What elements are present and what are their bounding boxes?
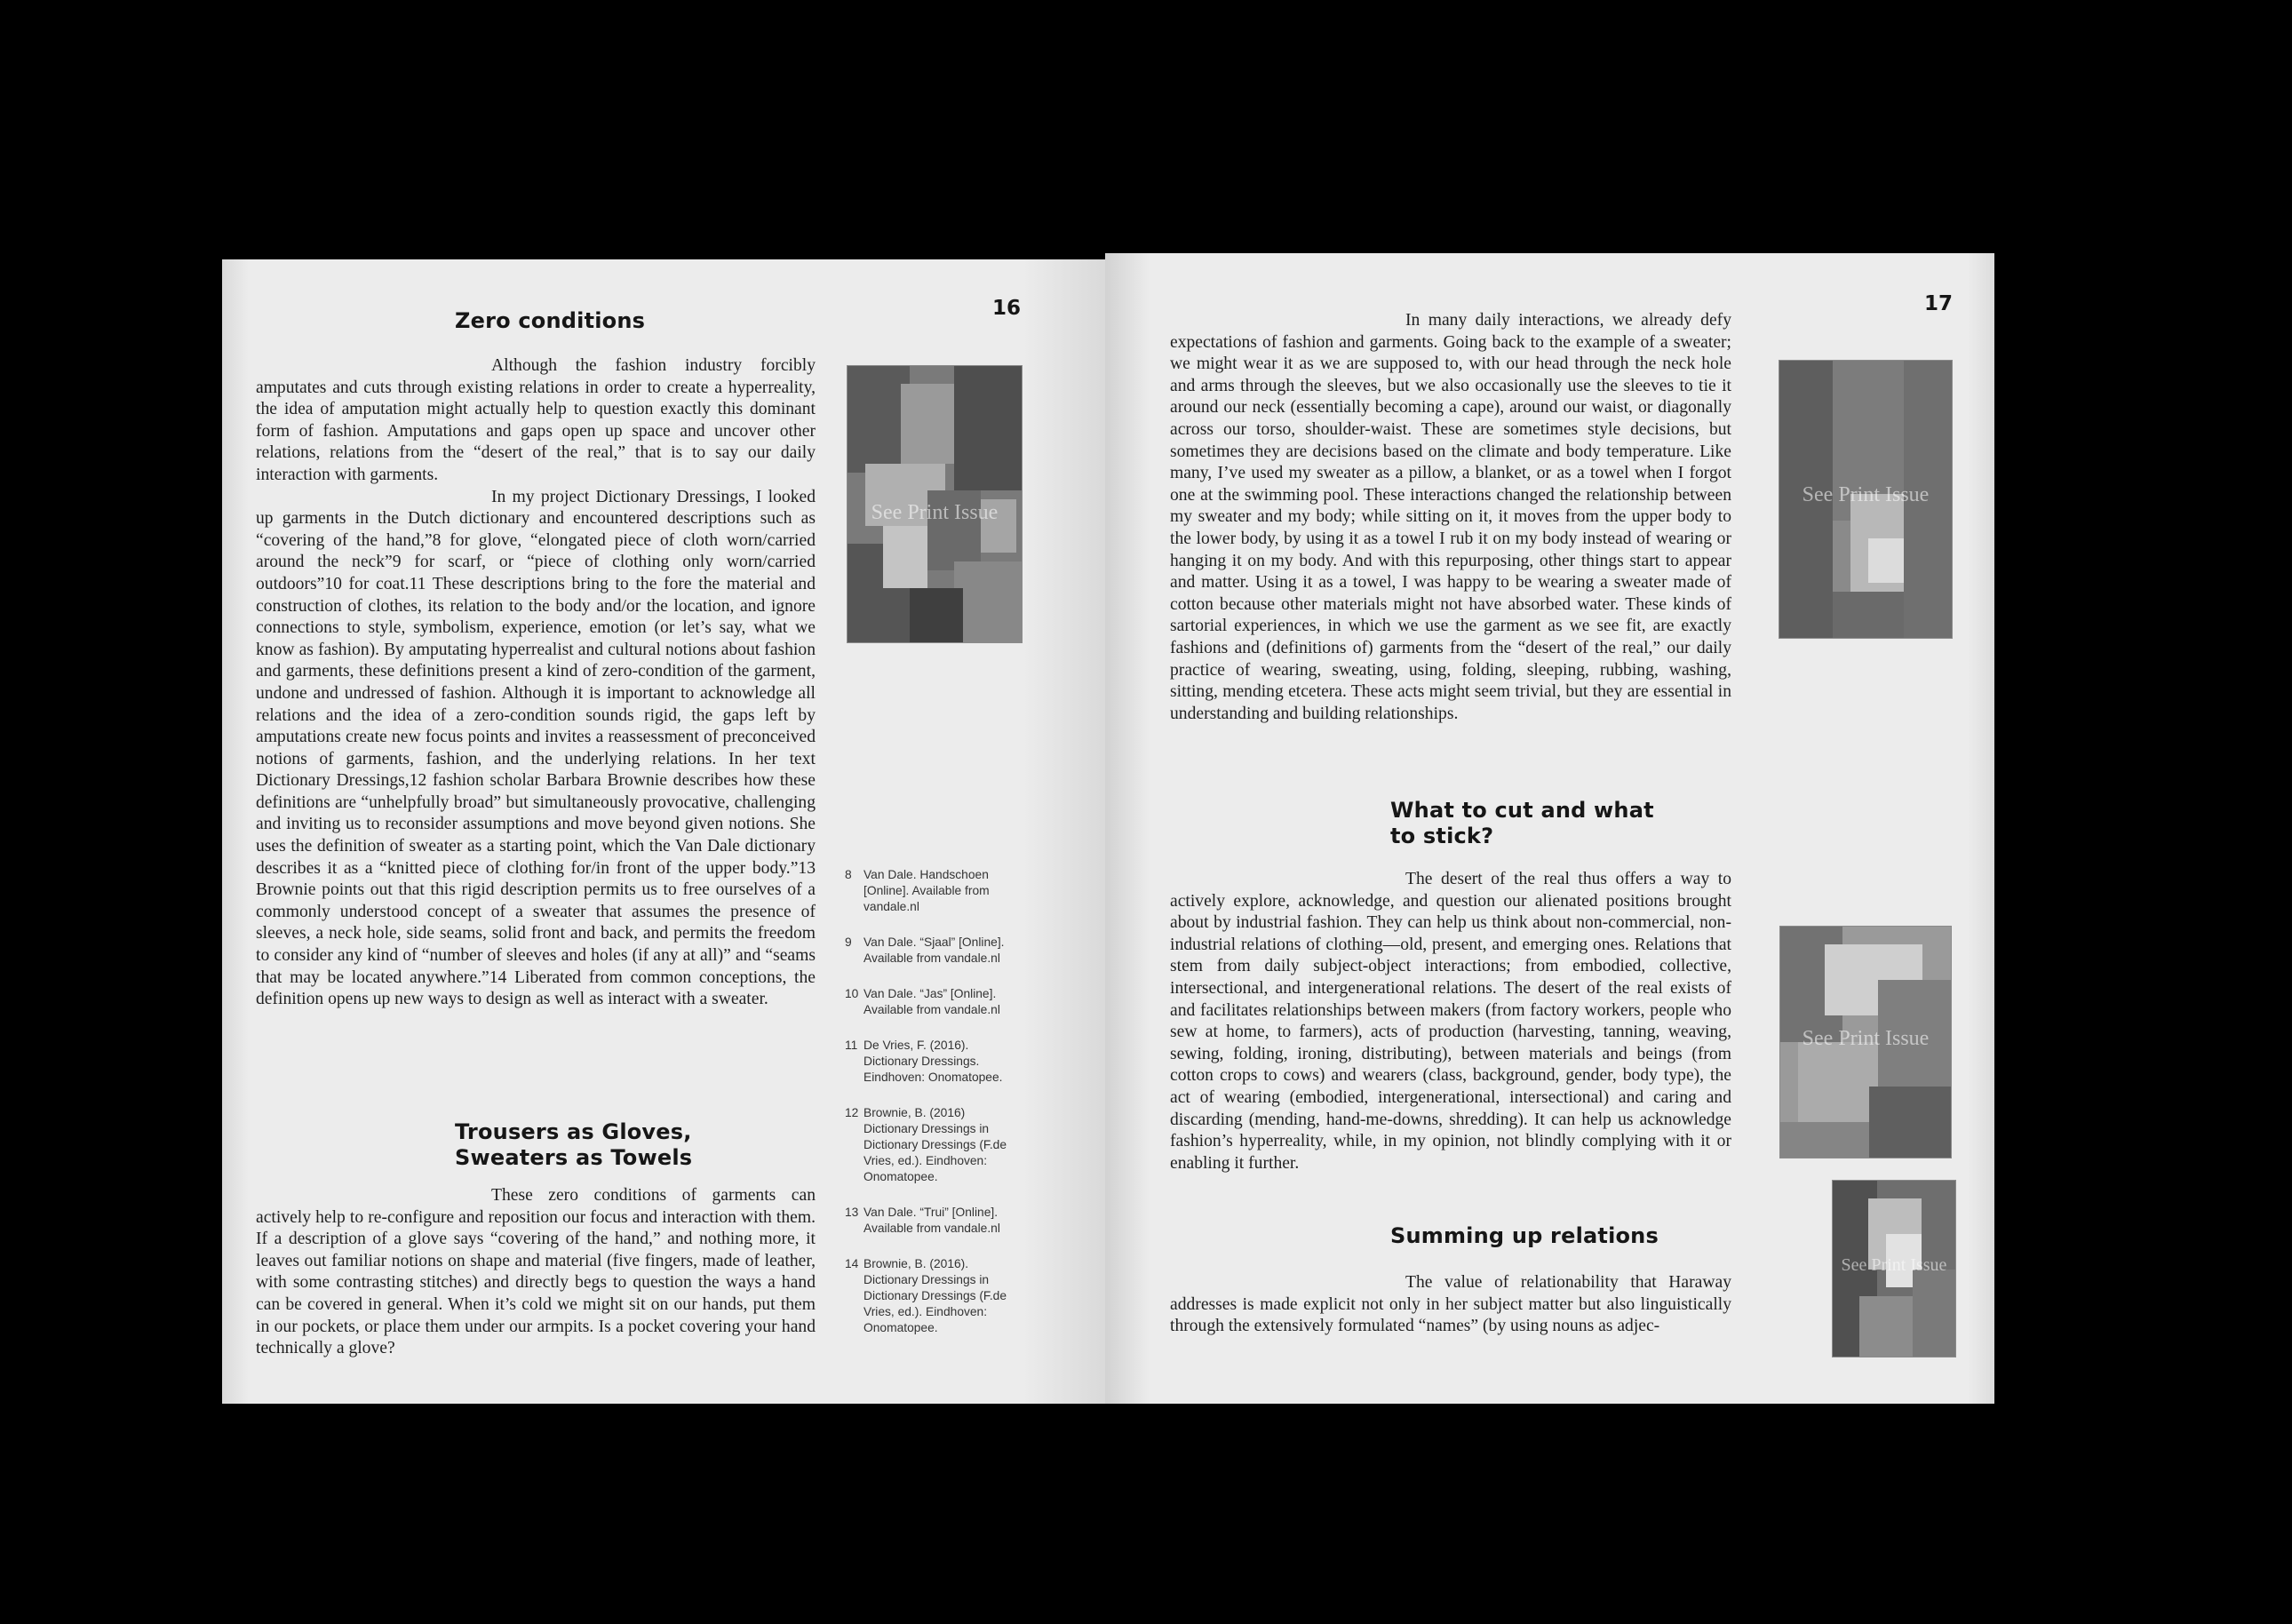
footnote bbox=[845, 1038, 1023, 1086]
paragraph: These zero conditions of garments can actively help to re-configure and reposition our focus and interaction with them. If a description of a glove says “covering of the hand,” and nothing more, it leaves out familiar notions on shape and material (five fingers, made of leather, with some contrasting stitches) and directly begs to question the ways a hand can be covered in general. When it’s cold we might sit on our hands, put them in our pockets, or place them under our armpits. Is a pocket covering your hand technically a glove? bbox=[256, 1186, 816, 1358]
footnote-number: 12 bbox=[845, 1106, 859, 1119]
right-page bbox=[1105, 253, 1994, 1404]
photo-placeholder bbox=[847, 365, 1023, 643]
footnote-text: Brownie, B. (2016) Dictionary Dressings in Dictionary Dressings (F.de Vries, ed.). Eindhoven: Onomatopee. bbox=[863, 1106, 1007, 1183]
image-watermark: See Print Issue bbox=[1802, 1027, 1930, 1050]
footnote-text: Van Dale. “Jas” [Online]. Available from vandale.nl bbox=[863, 987, 1000, 1016]
footnote bbox=[845, 867, 1023, 915]
footnote bbox=[845, 1205, 1023, 1237]
footnote-text: Van Dale. Handschoen [Online]. Available from vandale.nl bbox=[863, 868, 990, 913]
photo-placeholder bbox=[1779, 926, 1952, 1158]
paragraph: Although the fashion industry forcibly amputates and cuts through existing relations in order to create a hyperreality, the idea of amputation might actually help to question exactly this dominant form of fashion. Amputations and gaps open up space and uncover other relations, relations from the “desert of the real,” that is to say our daily interaction with garments. bbox=[256, 356, 816, 484]
footnote-number: 14 bbox=[845, 1257, 859, 1270]
image-watermark: See Print Issue bbox=[1841, 1255, 1947, 1275]
footnote bbox=[845, 1105, 1023, 1185]
footnote-number: 11 bbox=[845, 1039, 858, 1052]
footnotes bbox=[845, 867, 1023, 1356]
section-heading-summing-up: Summing up relations bbox=[1390, 1223, 1659, 1248]
footnote-text: Van Dale. “Sjaal” [Online]. Available from vandale.nl bbox=[863, 935, 1005, 965]
section-heading-zero-conditions: Zero conditions bbox=[455, 308, 646, 333]
body-text-block bbox=[256, 1185, 816, 1360]
footnote bbox=[845, 1256, 1023, 1336]
footnote-number: 13 bbox=[845, 1206, 859, 1219]
paragraph: In my project Dictionary Dressings, I looked up garments in the Dutch dictionary and encountered descriptions such as “covering of the hand,”8 for glove, “elongated piece of cloth worn/carried around the neck”9 for scarf, or “piece of clothing only worn/carried outdoors”10 for coat.11 These descriptions bring to the fore the material and construction of clothes, its relation to the body and/or the location, and ignore connections to style, symbolism, experience, emotion (or let’s say, what we know as fashion). By amputating hyperrealist and cultural notions about fashion and garments, these definitions present a kind of zero-condition of the garment, undone and undressed of fashion. Although it is important to acknowledge all relations and the idea of a zero-condition sounds rigid, the gaps left by amputations create new focus points and invites a reassessment of preconceived notions of garments, fashion, and the underlying relations. In her text Dictionary Dressings,12 fashion scholar Barbara Brownie describes how these definitions are “unhelpfully broad” but simultaneously provocative, challenging and inviting us to reconsider assumptions and move beyond given notions. She uses the definition of sweater as a starting point, which the Van Dale dictionary describes it as a “knitted piece of clothing for/in front of the upper body.”13 Brownie points out that this rigid description permits us to free ourselves of a commonly understood concept of a sweater that assumes the presence of sleeves, a neck hole, side seams, solid front and back, and permits the freedom to consider any kind of “number of sleeves and holes (if any at all)” and “seams that may be located anywhere.”14 Liberated from common conceptions, the definition opens up new ways to design as well as interact with a sweater. bbox=[256, 487, 816, 1009]
section-heading-what-to-cut bbox=[1390, 798, 1654, 849]
section-heading-trousers-as-gloves bbox=[455, 1119, 692, 1171]
footnote bbox=[845, 935, 1023, 967]
footnote-text: De Vries, F. (2016). Dictionary Dressings. Eindhoven: Onomatopee. bbox=[863, 1039, 1003, 1084]
heading-line: Sweaters as Towels bbox=[455, 1145, 693, 1170]
footnote-number: 10 bbox=[845, 987, 859, 1000]
body-text-block bbox=[1170, 1272, 1731, 1338]
body-text-block bbox=[256, 355, 816, 1011]
image-watermark: See Print Issue bbox=[1802, 483, 1930, 506]
heading-line: to stick? bbox=[1390, 824, 1494, 848]
left-page bbox=[222, 259, 1111, 1404]
body-text-block bbox=[1170, 869, 1731, 1174]
footnote bbox=[845, 986, 1023, 1018]
footnote-text: Van Dale. “Trui” [Online]. Available from vandale.nl bbox=[863, 1206, 1000, 1235]
paragraph: The desert of the real thus offers a way to actively explore, acknowledge, and question our alienated positions brought about by industrial fashion. They can help us think about non-commercial, non-industrial relations of clothing—old, present, and emerging ones. Relations that stem from daily subject-object interactions; from embodied, collective, intersectional, and intergenerational relations. The desert of the real exists of and facilitates relationships between makers (from factory workers, people who sew at home, to farmers), acts of production (harvesting, tanning, weaving, sewing, folding, ironing, distributing), between materials and beings (from cotton crops to cows) and wearers (class, background, gender, body type), the act of wearing (embodied, intergenerational, intersectional) and caring and discarding (mending, hand-me-downs, shredding). It can help us acknowledge fashion’s hyperreality, while, in my opinion, not blindly complying with it or enabling it further. bbox=[1170, 870, 1731, 1173]
page-number: 16 bbox=[992, 297, 1022, 320]
paragraph: The value of relationability that Haraway addresses is made explicit not only in her subject matter but also linguistically through the extensively formulated “names” (by using nouns as adjec- bbox=[1170, 1273, 1731, 1336]
footnote-number: 9 bbox=[845, 935, 852, 949]
heading-line: Trousers as Gloves, bbox=[455, 1119, 692, 1144]
body-text-block bbox=[1170, 310, 1731, 725]
paragraph: In many daily interactions, we already defy expectations of fashion and garments. Going back to the example of a sweater; we might wear it as we are supposed to, with our head through the neck hole and arms through the sleeves, but we also occasionally use the sleeves to tie it around our neck (essentially becoming a cape), around our waist, or diagonally across our torso, shoulder-waist. These are sometimes style decisions, but sometimes they are decisions based on the climate and body temperature. Like many, I’ve used my sweater as a pillow, a blanket, or as a towel when I forgot one at the swimming pool. These interactions changed the relationship between my sweater and my body; while sitting on it, it moves from the upper body to the lower body, by using it as a towel I rub it on my body instead of wearing or hanging it on my body. And with this repurposing, other things start to appear and matter. Using it as a towel, I was happy to be wearing a sweater made of cotton because other materials might not have absorbed water. These kinds of sartorial experiences, in which we use the garment as we see fit, are exactly fashions and (definitions of) garments from the “desert of the real,” our daily practice of wearing, sweating, using, folding, sleeping, rubbing, washing, sitting, mending etcetera. These acts might seem trivial, but they are essential in understanding and building relationships. bbox=[1170, 311, 1731, 723]
image-watermark: See Print Issue bbox=[871, 501, 999, 524]
photo-placeholder bbox=[1779, 360, 1953, 639]
page-number: 17 bbox=[1924, 292, 1954, 315]
heading-line: What to cut and what bbox=[1390, 798, 1654, 823]
photo-placeholder bbox=[1832, 1180, 1956, 1357]
footnote-number: 8 bbox=[845, 868, 852, 881]
footnote-text: Brownie, B. (2016). Dictionary Dressings in Dictionary Dressings (F.de Vries, ed.). Eindhoven: Onomatopee. bbox=[863, 1257, 1007, 1334]
